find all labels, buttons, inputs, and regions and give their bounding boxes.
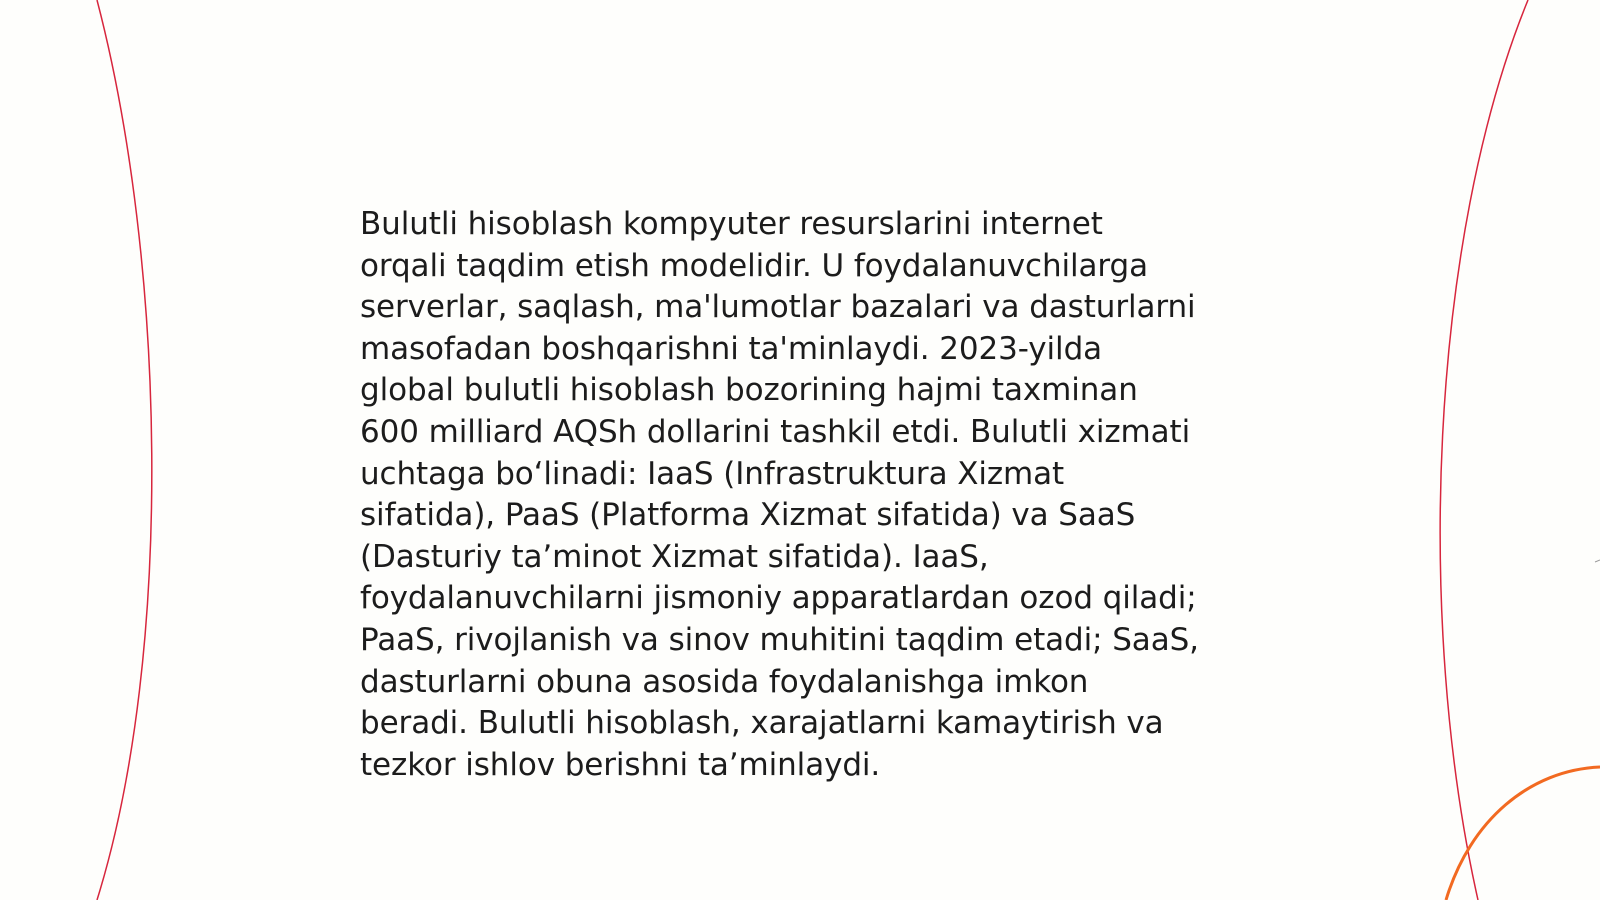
right-edge-tick [1595, 560, 1600, 562]
body-text-line: uchtaga bo‘linadi: IaaS (Infrastruktura Xizmat [360, 455, 1065, 492]
body-text-line: (Dasturiy ta’minot Xizmat sifatida). IaaS, [360, 538, 989, 575]
body-text-line: 600 milliard AQSh dollarini tashkil etdi. Bulutli xizmati [360, 413, 1191, 450]
body-text-line: Bulutli hisoblash kompyuter resurslarini internet [360, 206, 1103, 242]
body-text-line: sifatida), PaaS (Platforma Xizmat sifatida) va SaaS [360, 497, 1136, 534]
corner-arc [1446, 767, 1600, 900]
body-text-line: serverlar, saqlash, ma'lumotlar bazalari va dasturlarni [360, 289, 1196, 326]
body-text-line: beradi. Bulutli hisoblash, xarajatlarni kamaytirish va [360, 705, 1164, 742]
left-curve-line [97, 0, 152, 900]
right-curve-line [1440, 0, 1528, 900]
body-text-line: tezkor ishlov berishni ta’minlaydi. [360, 746, 881, 783]
body-text-line: foydalanuvchilarni jismoniy apparatlardan ozod qiladi; [360, 580, 1197, 617]
body-text-line: dasturlarni obuna asosida foydalanishga imkon [360, 663, 1089, 700]
body-text-line: orqali taqdim etish modelidir. U foydalanuvchilarga [360, 247, 1149, 284]
body-text [360, 204, 1260, 786]
body-text-line: PaaS, rivojlanish va sinov muhitini taqdim etadi; SaaS, [360, 621, 1199, 658]
body-text-line: masofadan boshqarishni ta'minlaydi. 2023-yilda [360, 330, 1103, 367]
body-text-line: global bulutli hisoblash bozorining hajmi taxminan [360, 372, 1138, 409]
